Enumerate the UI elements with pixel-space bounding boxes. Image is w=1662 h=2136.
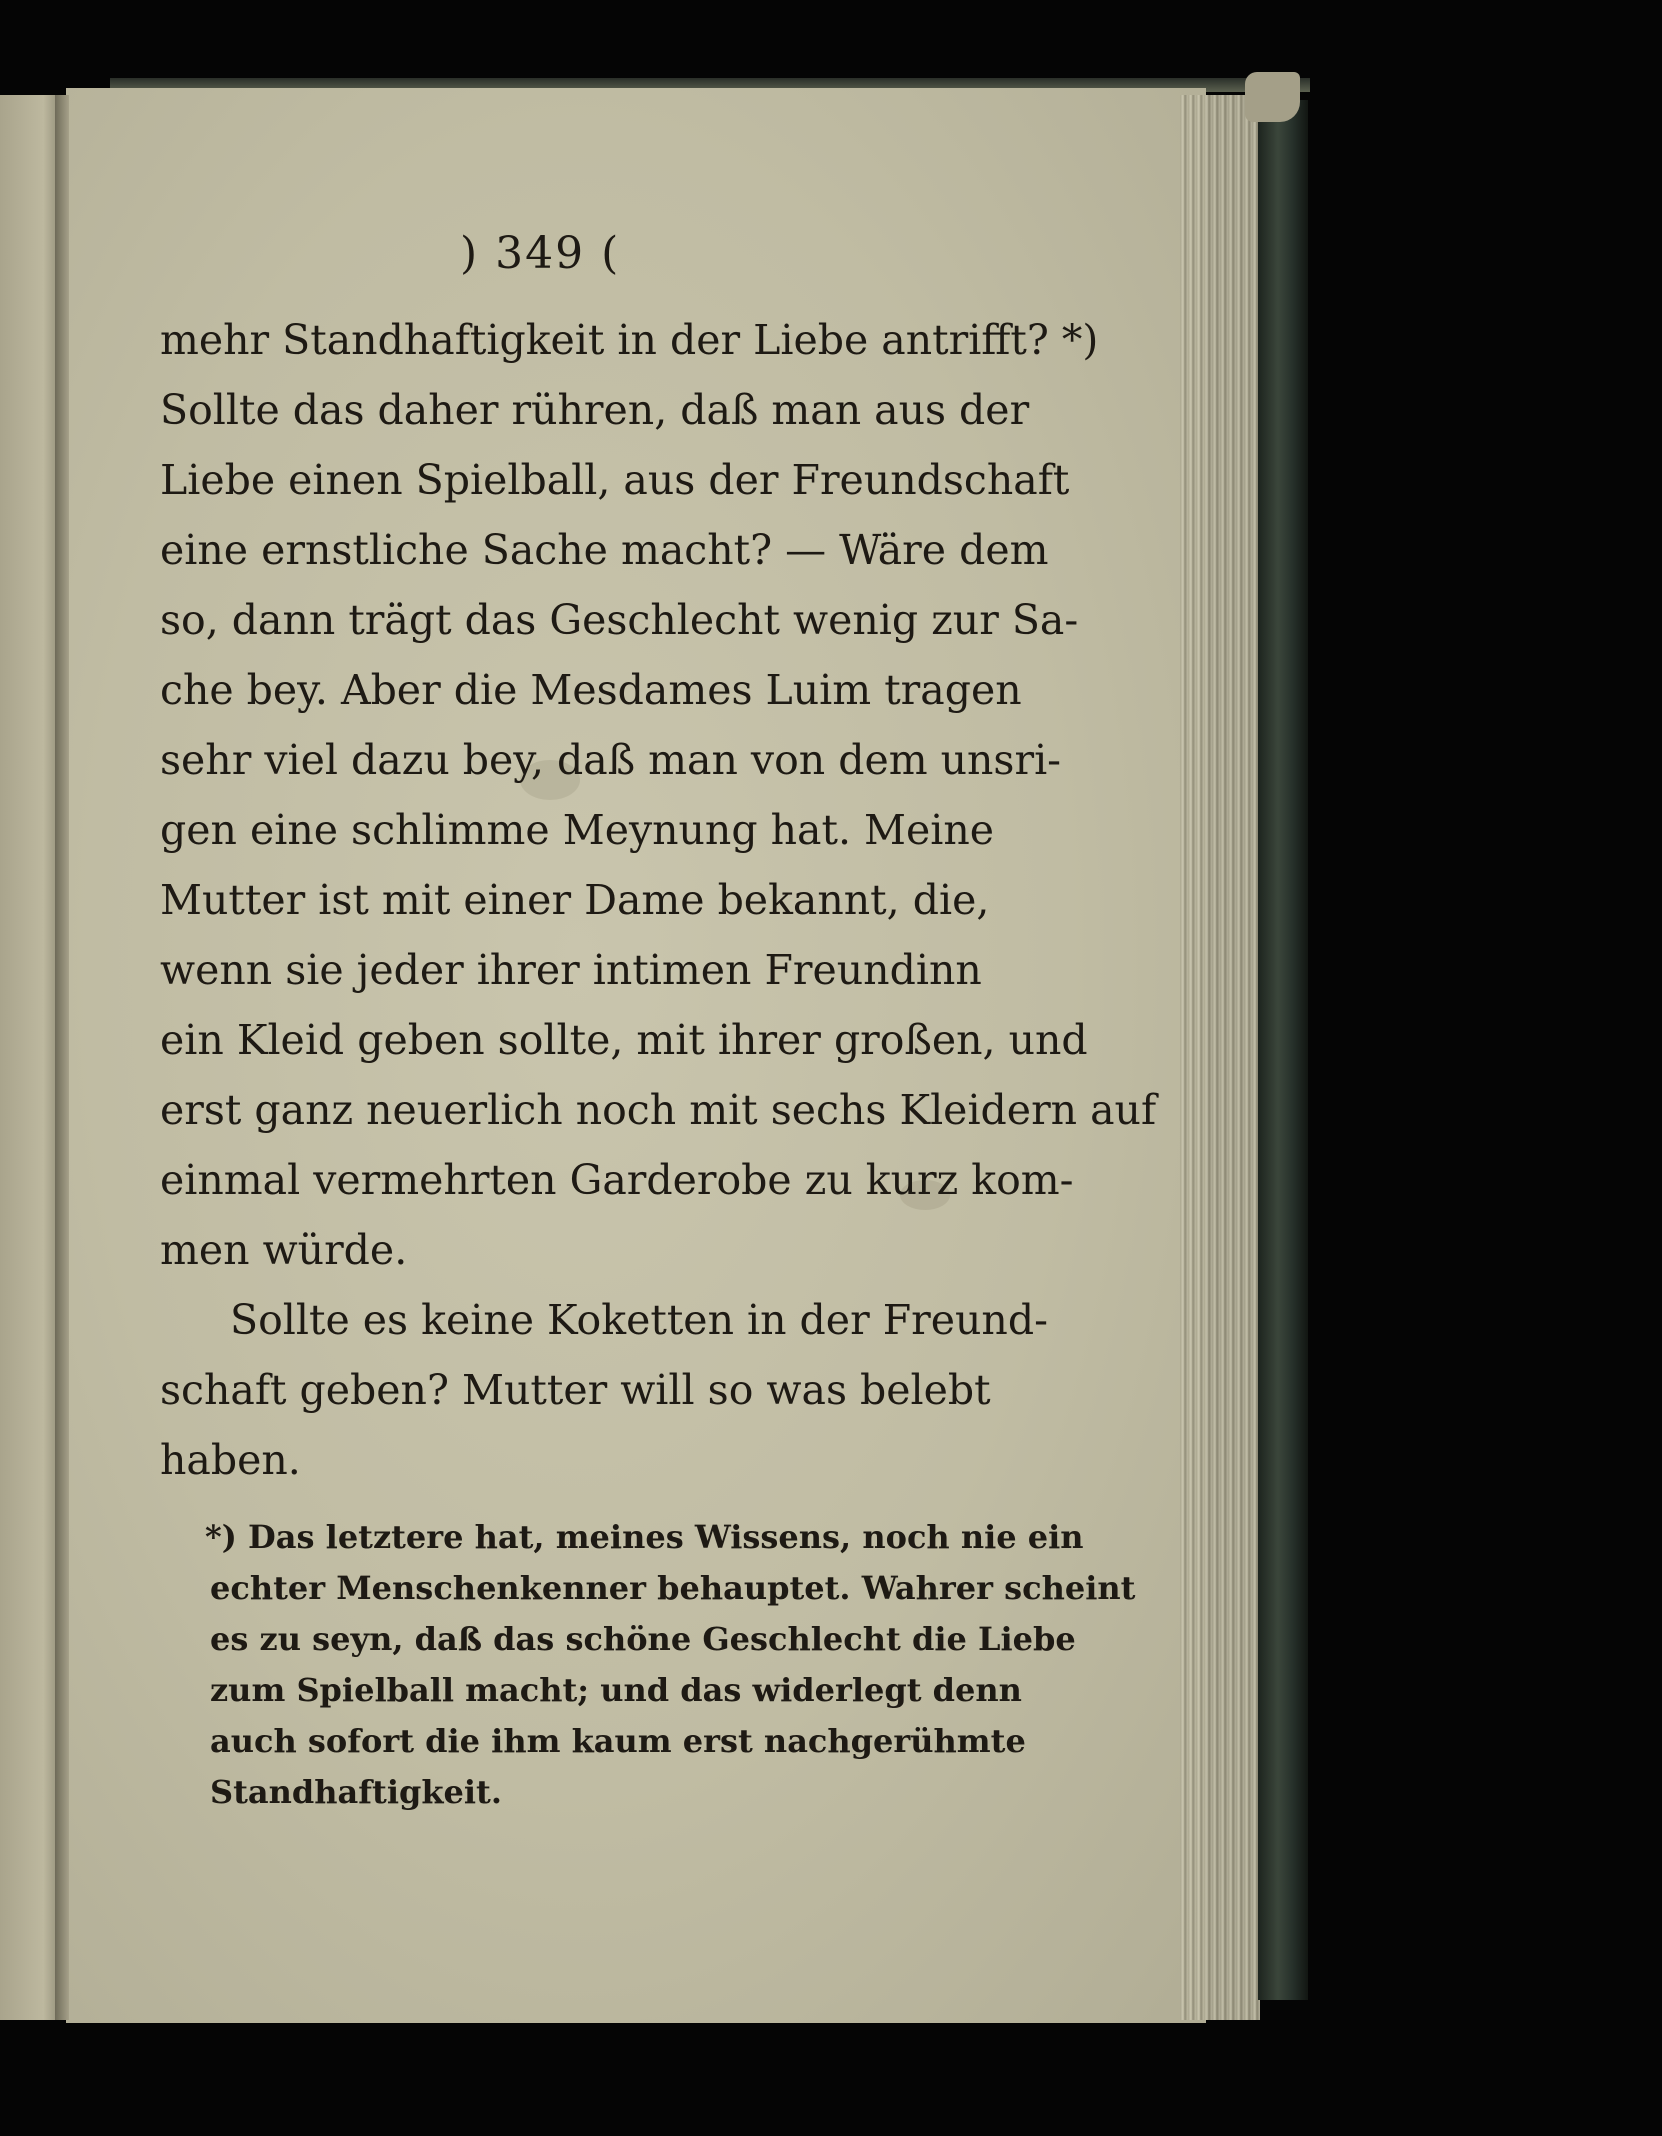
text-line: so, dann trägt das Geschlecht wenig zur Sa- [160, 596, 1079, 644]
text-line: che bey. Aber die Mesdames Luim tragen [160, 666, 1022, 714]
text-line: ein Kleid geben sollte, mit ihrer großen, und [160, 1016, 1088, 1064]
text-line: Liebe einen Spielball, aus der Freundschaft [160, 456, 1070, 504]
footnote-line: Standhaftigkeit. [210, 1773, 502, 1811]
text-line: wenn sie jeder ihrer intimen Freundinn [160, 946, 982, 994]
text-line: schaft geben? Mutter will so was belebt [160, 1366, 991, 1414]
text-line: erst ganz neuerlich noch mit sechs Kleidern auf [160, 1086, 1157, 1134]
text-line: gen eine schlimme Meynung hat. Meine [160, 806, 995, 854]
text-line: sehr viel dazu bey, daß man von dem unsri- [160, 736, 1062, 784]
text-line: haben. [160, 1436, 301, 1484]
page-gutter [55, 95, 69, 2020]
text-line: Mutter ist mit einer Dame bekannt, die, [160, 876, 990, 924]
footnote-line: auch sofort die ihm kaum erst nachgerühmte [210, 1722, 1026, 1760]
previous-page-edge [0, 95, 62, 2020]
footnote-line: zum Spielball macht; und das widerlegt denn [210, 1671, 1022, 1709]
text-line: men würde. [160, 1226, 408, 1274]
book-cover-board [1258, 100, 1308, 2000]
footnote [205, 1512, 1136, 1818]
main-text [160, 305, 1157, 1495]
page-number: ) 349 ( [460, 228, 621, 279]
text-line: eine ernstliche Sache macht? — Wäre dem [160, 526, 1049, 574]
text-line: Sollte das daher rühren, daß man aus der [160, 386, 1030, 434]
text-line: Sollte es keine Koketten in der Freund- [230, 1296, 1048, 1344]
text-line: mehr Standhaftigkeit in der Liebe antrifft? *) [160, 316, 1099, 364]
footnote-line: es zu seyn, daß das schöne Geschlecht die Liebe [210, 1620, 1076, 1658]
page-edges [1180, 95, 1260, 2020]
text-line: einmal vermehrten Garderobe zu kurz kom- [160, 1156, 1074, 1204]
footnote-line: echter Menschenkenner behauptet. Wahrer scheint [210, 1569, 1136, 1607]
torn-corner [1245, 72, 1300, 122]
footnote-line: *) Das letztere hat, meines Wissens, noch nie ein [205, 1518, 1084, 1556]
